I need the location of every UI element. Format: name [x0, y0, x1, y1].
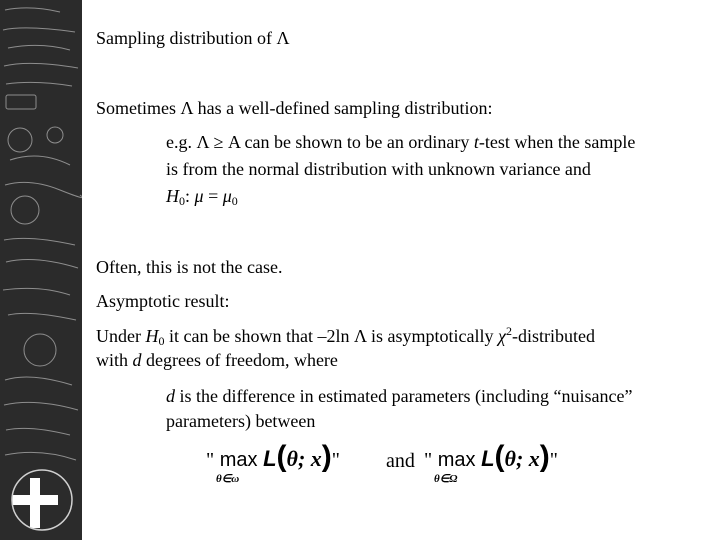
max-text: max	[214, 449, 264, 471]
d-line-1	[166, 385, 632, 407]
L-symbol: L	[263, 446, 277, 471]
h-symbol: H	[166, 186, 179, 206]
with-line	[96, 349, 338, 371]
example-text-2: is from the normal distribution with unknown variance and	[166, 159, 591, 179]
d-line-2-text: parameters) between	[166, 411, 316, 431]
and-text: and	[386, 450, 415, 472]
close-quote: "	[331, 449, 340, 471]
paragraph-asymptotic	[96, 290, 230, 312]
colon: :	[185, 186, 195, 206]
L-symbol-2: L	[481, 446, 495, 471]
example-line-1	[166, 131, 635, 153]
max-text-2: max	[432, 449, 482, 471]
example-line-3	[166, 185, 238, 207]
args: θ; x	[286, 446, 322, 471]
example-text-a: e.g. Λ ≥ A can be shown to be an ordinary	[166, 132, 474, 152]
mu-symbol: μ	[194, 186, 204, 206]
chi-superscript: 2	[505, 324, 512, 338]
open-quote: "	[206, 449, 215, 471]
formula-Omega	[424, 440, 558, 485]
with-text-b: degrees of freedom, where	[141, 350, 338, 370]
slide-content	[96, 0, 706, 540]
example-text-b: -test when the sample	[478, 132, 636, 152]
right-paren: )	[321, 440, 332, 473]
under-text-b: it can be shown that –2ln Λ is asymptotically	[164, 326, 499, 346]
sub-Omega: θ∈Ω	[434, 473, 458, 485]
formula-omega	[206, 440, 340, 485]
under-text-c: -distributed	[511, 326, 595, 346]
d-symbol: d	[166, 386, 175, 406]
paragraph-often	[96, 256, 282, 278]
under-text-a: Under	[96, 326, 146, 346]
decorative-sidebar	[0, 0, 82, 540]
with-text-a: with	[96, 350, 133, 370]
formula-max-likelihood	[206, 440, 558, 500]
example-line-2	[166, 158, 591, 180]
h-subscript: 0	[179, 194, 185, 208]
right-paren-2: )	[539, 440, 550, 473]
mu0-subscript: 0	[231, 194, 238, 208]
under-h: H	[145, 326, 159, 346]
chi-symbol: χ	[498, 326, 506, 346]
left-paren: (	[276, 440, 287, 473]
sub-omega: θ∈ω	[216, 473, 240, 485]
args-2: θ; x	[504, 446, 540, 471]
with-d: d	[132, 350, 142, 370]
d-line-text: is the difference in estimated parameters (including “nuisance”	[175, 386, 633, 406]
mu0-symbol: μ	[222, 186, 232, 206]
d-line-2	[166, 410, 315, 432]
equals: =	[203, 186, 223, 206]
slide-title	[96, 27, 290, 49]
under-line	[96, 325, 595, 347]
close-quote-2: "	[549, 449, 558, 471]
paragraph-sampling	[96, 97, 493, 119]
sidebar-doodles	[0, 0, 82, 540]
para1-text: Sometimes Λ has a well-defined sampling distribution:	[96, 98, 493, 118]
title-text: Sampling distribution of Λ	[96, 28, 290, 48]
asymptotic-text: Asymptotic result:	[96, 291, 230, 311]
open-quote-2: "	[424, 449, 433, 471]
left-paren-2: (	[494, 440, 505, 473]
often-text: Often, this is not the case.	[96, 257, 283, 277]
under-h-subscript: 0	[158, 334, 165, 348]
example-t: t	[473, 132, 479, 152]
